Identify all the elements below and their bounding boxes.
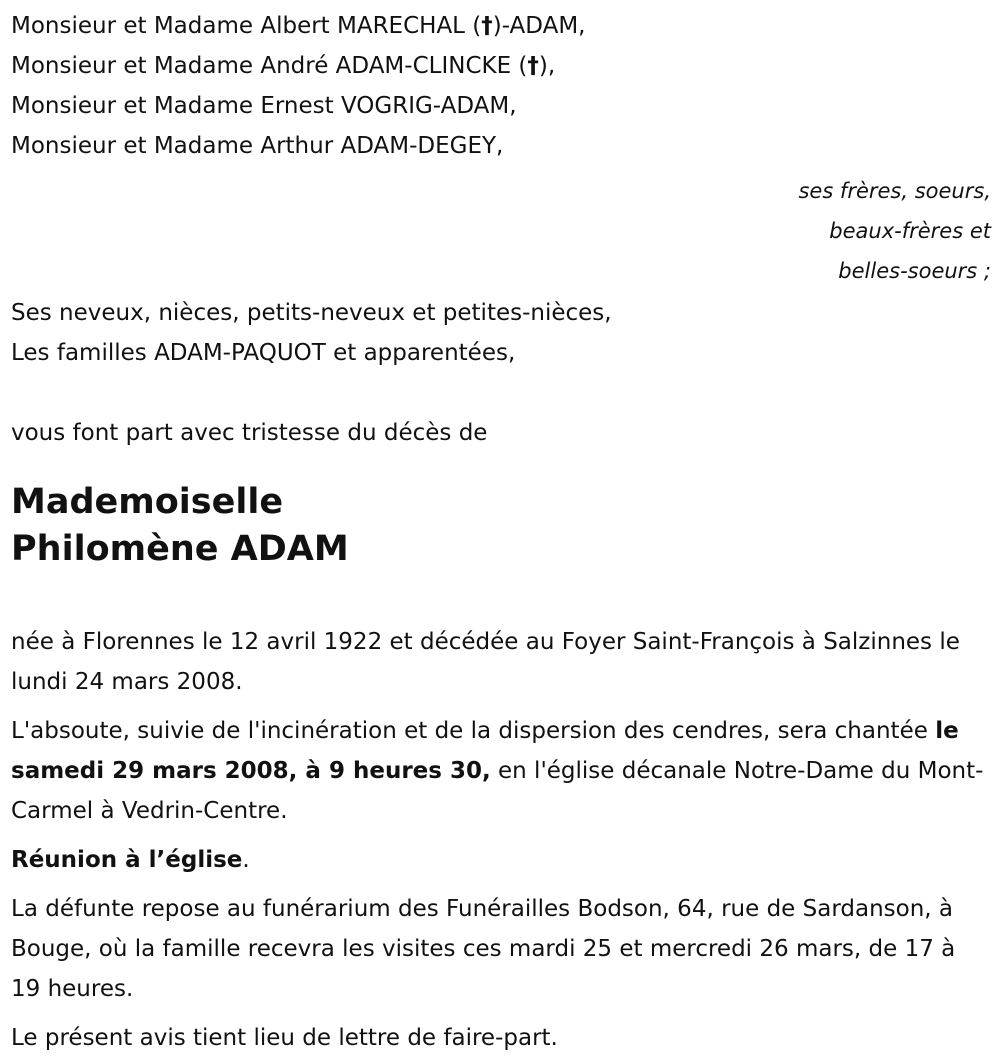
announcement-intro: vous font part avec tristesse du décès de bbox=[11, 420, 488, 446]
family-line: Monsieur et Madame Arthur ADAM-DEGEY, bbox=[11, 133, 504, 159]
ceremony-date: le samedi 29 mars 2008, à 9 heures 30, bbox=[11, 718, 959, 784]
family-line: Monsieur et Madame Albert MARECHAL (†)-ADAM, bbox=[11, 13, 586, 39]
deceased-name-block bbox=[11, 479, 991, 573]
family-list bbox=[11, 6, 991, 166]
visitation-paragraph: La défunte repose au funérarium des Funérailles Bodson, 64, rue de Sardanson, à Bouge, où la famille recevra les visites ces mardi 25 et mercredi 26 mars, de 17 à 19 heures. bbox=[11, 896, 956, 1002]
meeting-paragraph: Réunion à l’église. bbox=[11, 847, 250, 873]
family-line: Monsieur et Madame André ADAM-CLINCKE (†), bbox=[11, 53, 556, 79]
relation-line: ses frères, soeurs, bbox=[798, 179, 991, 203]
notice-paragraph: Le présent avis tient lieu de lettre de faire-part. bbox=[11, 1025, 558, 1051]
birth-death-paragraph: née à Florennes le 12 avril 1922 et décédée au Foyer Saint-François à Salzinnes le lundi 24 mars 2008. bbox=[11, 629, 960, 695]
relation-line: belles-soeurs ; bbox=[838, 259, 991, 283]
deceased-title: Mademoiselle bbox=[11, 482, 284, 522]
other-relatives bbox=[11, 293, 991, 373]
relation-caption bbox=[11, 171, 991, 291]
cross-symbol: † bbox=[527, 53, 539, 79]
deceased-name: Philomène ADAM bbox=[11, 529, 349, 569]
relation-line: beaux-frères et bbox=[829, 219, 991, 243]
cross-symbol: † bbox=[481, 13, 493, 39]
relatives-line: Les familles ADAM-PAQUOT et apparentées, bbox=[11, 340, 516, 366]
family-line: Monsieur et Madame Ernest VOGRIG-ADAM, bbox=[11, 93, 517, 119]
ceremony-paragraph: L'absoute, suivie de l'incinération et de la dispersion des cendres, sera chantée le samedi 29 mars 2008, à 9 heures 30, en l'église décanale Notre-Dame du Mont-Carmel à Vedrin-Centre. bbox=[11, 718, 984, 824]
relatives-line: Ses neveux, nièces, petits-neveux et petites-nièces, bbox=[11, 300, 612, 326]
death-notice bbox=[11, 0, 991, 1058]
meeting-place: Réunion à l’église bbox=[11, 847, 243, 873]
